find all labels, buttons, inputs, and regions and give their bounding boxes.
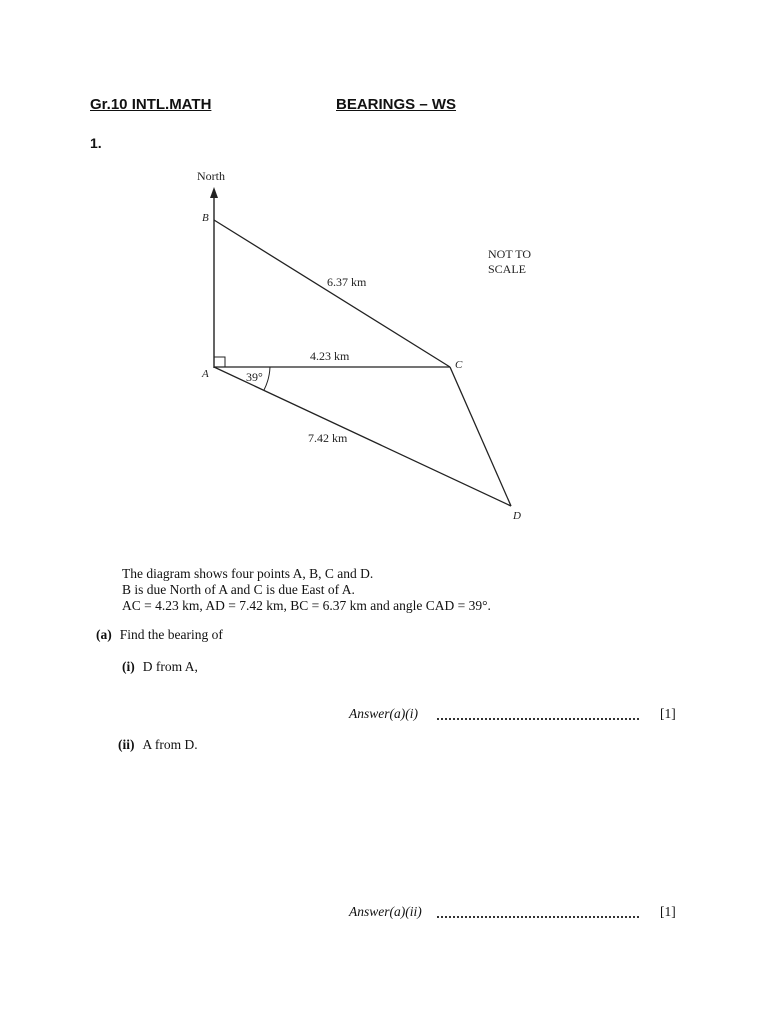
ad-length-label: 7.42 km <box>308 431 348 445</box>
part-a-i <box>122 659 198 675</box>
angle-cad-label: 39° <box>246 370 263 384</box>
north-label: North <box>197 169 225 183</box>
right-angle-marker <box>214 357 225 367</box>
bc-length-label: 6.37 km <box>327 275 367 289</box>
answer-a-ii-label: Answer(a)(ii) <box>349 904 422 919</box>
part-a <box>96 627 223 643</box>
point-a-label: A <box>202 368 209 380</box>
answer-a-i-marks: [1] <box>660 706 676 721</box>
course-title: Gr.10 INTL.MATH <box>90 96 212 113</box>
point-b-label: B <box>202 212 209 224</box>
part-a-ii <box>118 737 198 753</box>
part-a-label: (a) <box>96 627 112 642</box>
not-to-scale-line2: SCALE <box>488 262 527 276</box>
part-a-ii-label: (ii) <box>118 737 135 752</box>
intro-line-1: The diagram shows four points A, B, C and D. <box>122 566 374 581</box>
answer-a-i-line[interactable] <box>437 718 639 720</box>
part-a-i-label: (i) <box>122 659 135 674</box>
line-cd <box>450 367 511 506</box>
answer-a-i-label: Answer(a)(i) <box>349 706 418 721</box>
worksheet-title: BEARINGS – WS <box>336 96 457 113</box>
not-to-scale-line1: NOT TO <box>488 247 532 261</box>
line-ad <box>214 367 511 506</box>
north-arrowhead <box>210 187 218 198</box>
answer-a-ii-marks: [1] <box>660 904 676 919</box>
part-a-text: Find the bearing of <box>119 627 223 642</box>
angle-arc <box>264 367 270 390</box>
ac-length-label: 4.23 km <box>310 349 350 363</box>
line-bc <box>214 220 450 367</box>
part-a-ii-text: A from D. <box>142 737 198 752</box>
part-a-i-text: D from A, <box>142 659 198 674</box>
question-number: 1. <box>90 135 102 151</box>
point-c-label: C <box>455 359 463 371</box>
answer-a-ii-line[interactable] <box>437 916 639 918</box>
intro-line-2: B is due North of A and C is due East of A. <box>122 582 355 597</box>
point-d-label: D <box>513 510 521 522</box>
intro-line-3: AC = 4.23 km, AD = 7.42 km, BC = 6.37 km and angle CAD = 39°. <box>122 598 491 613</box>
